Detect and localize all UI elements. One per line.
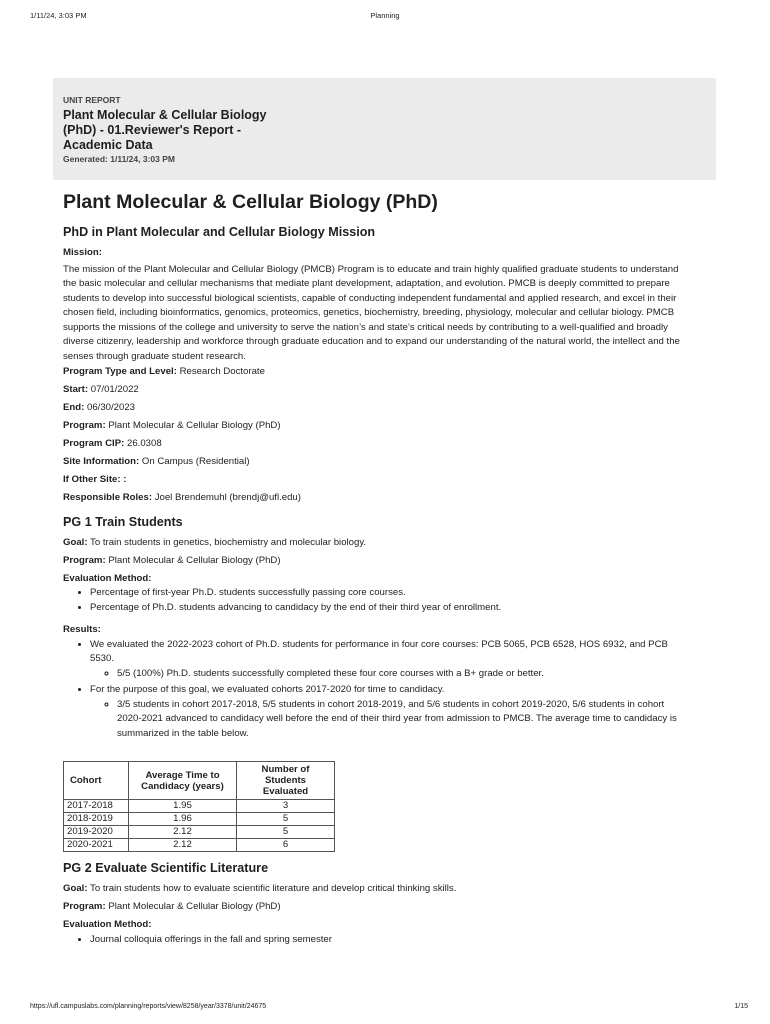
- table-cell: 1.96: [129, 813, 237, 826]
- table-cell: 5: [237, 826, 335, 839]
- goal-text: To train students in genetics, biochemistry and molecular biology.: [90, 536, 367, 548]
- table-cell: 1.95: [129, 800, 237, 813]
- report-content: [63, 190, 688, 949]
- result-text: For the purpose of this goal, we evaluated cohorts 2017-2020 for time to candidacy.: [90, 684, 445, 695]
- result-subitem: ◦ 3/5 students in cohort 2017-2018, 5/5 students in cohort 2018-2019, and 5/6 students in cohort 2019-2020, 5/6 students in cohort 2020-2021 advanced to candidacy well before the end of their third year from admission to PMCB. The average time to candidacy is summarized in the table below.: [117, 698, 688, 742]
- candidacy-table: [63, 761, 335, 852]
- result-subitem: ◦ 5/5 (100%) Ph.D. students successfully completed these four core courses with a B+ grade or better.: [117, 667, 688, 682]
- field-value: On Campus (Residential): [141, 456, 250, 467]
- pg2-heading: PG 2 Evaluate Scientific Literature: [63, 861, 269, 875]
- table-cell: 2.12: [129, 826, 237, 839]
- field-value: 26.0308: [126, 438, 162, 449]
- table-cell: 2019-2020: [64, 826, 129, 839]
- field-end: [63, 401, 688, 416]
- mission-text: The mission of the Plant Molecular and Cellular Biology (PMCB) Program is to educate and train highly qualified graduate students to understand the basic molecular and cellular mechanisms that mediate plant development, adaptation, and evolution. PMCB is deeply committed to prepare students to develop into successful biological scientists, capable of conducting independent fundamental and applied research, and excel in their chosen field, including bioinformatics, genomics, proteomics, genetics, biochemistry, breeding, physiology, molecular and cellular biology. PMCB supports the missions of the college and university to serve the nation’s and state’s critical needs by contributing to a well-qualified and broadly diverse citizenry, leadership and workforce through graduate education and to expand our understanding of the natural world, the intellect and the senses through graduate student research.: [63, 263, 680, 362]
- list-item: • Journal colloquia offerings in the fall and spring semester: [90, 933, 688, 948]
- table-cell: 2020-2021: [64, 839, 129, 852]
- print-datetime: 1/11/24, 3:03 PM: [30, 11, 87, 20]
- table-cell: 5: [237, 813, 335, 826]
- table-row: [64, 839, 335, 852]
- pg2-section: [63, 860, 688, 947]
- mission-label: Mission:: [63, 247, 102, 258]
- evaluation-method-label: Evaluation Method:: [63, 919, 152, 930]
- field-label: Program Type and Level:: [63, 366, 177, 377]
- table-cell: 2.12: [129, 839, 237, 852]
- table-row: [64, 813, 335, 826]
- column-header: Average Time to Candidacy (years): [129, 762, 237, 800]
- table-header-row: [64, 762, 335, 800]
- table-row: [64, 826, 335, 839]
- evaluation-method-label: Evaluation Method:: [63, 572, 152, 584]
- field-value: Plant Molecular & Cellular Biology (PhD): [108, 420, 281, 431]
- pg2-program: [63, 900, 688, 915]
- generated-timestamp: Generated: 1/11/24, 3:03 PM: [63, 154, 175, 164]
- result-item: [90, 683, 688, 741]
- field-label: Site Information:: [63, 456, 140, 467]
- report-banner: [53, 78, 716, 180]
- column-header: Cohort: [64, 762, 129, 800]
- field-label: Program CIP:: [63, 438, 125, 449]
- field-value: 06/30/2023: [87, 402, 136, 413]
- field-program: [63, 419, 688, 434]
- page-url: https://ufl.campuslabs.com/planning/reports/view/8258/year/3378/unit/24675: [30, 1003, 267, 1010]
- page-number: 1/15: [734, 1003, 748, 1010]
- page-title: Plant Molecular & Cellular Biology (PhD): [63, 191, 438, 213]
- goal-label: Goal:: [63, 883, 88, 894]
- field-label: Program:: [63, 420, 106, 431]
- field-value: Joel Brendemuhl (brendj@ufl.edu): [154, 492, 301, 503]
- report-kicker: UNIT REPORT: [63, 95, 121, 105]
- table-row: [64, 800, 335, 813]
- mission-section: [63, 224, 688, 506]
- evaluation-method-list: [63, 586, 688, 615]
- table-cell: 6: [237, 839, 335, 852]
- table-cell: 3: [237, 800, 335, 813]
- field-responsible-roles: [63, 491, 688, 506]
- program-text: Plant Molecular & Cellular Biology (PhD): [108, 554, 281, 566]
- results-list: [63, 638, 688, 742]
- field-value: Research Doctorate: [179, 366, 265, 377]
- program-label: Program:: [63, 554, 106, 566]
- field-label: Start:: [63, 384, 89, 395]
- print-title: Planning: [370, 11, 400, 20]
- field-other-site: [63, 473, 688, 488]
- field-start: [63, 383, 688, 398]
- result-sublist: [90, 667, 688, 682]
- list-item: • Percentage of first-year Ph.D. students successfully passing core courses.: [90, 586, 688, 601]
- pg1-section: [63, 514, 688, 853]
- result-sublist: [90, 698, 688, 742]
- program-text: Plant Molecular & Cellular Biology (PhD): [108, 901, 281, 912]
- table-cell: 2018-2019: [64, 813, 129, 826]
- pg1-goal: [63, 536, 688, 551]
- result-text: We evaluated the 2022-2023 cohort of Ph.D. students for performance in four core courses: PCB 5065, PCB 6528, HOS 6932, and PCB 5530.: [90, 638, 668, 664]
- table-cell: 2017-2018: [64, 800, 129, 813]
- pg2-goal: [63, 882, 688, 897]
- field-label: End:: [63, 402, 85, 413]
- column-header: Number of Students Evaluated: [237, 762, 335, 800]
- goal-label: Goal:: [63, 536, 88, 548]
- field-value: :: [123, 474, 127, 485]
- field-site-information: [63, 455, 688, 470]
- field-program-cip: [63, 437, 688, 452]
- result-item: [90, 638, 688, 682]
- evaluation-method-list: [63, 933, 688, 948]
- pg1-heading: PG 1 Train Students: [63, 514, 183, 529]
- mission-heading: PhD in Plant Molecular and Cellular Biology Mission: [63, 225, 376, 239]
- field-label: If Other Site:: [63, 474, 121, 485]
- field-value: 07/01/2022: [90, 384, 139, 395]
- program-label: Program:: [63, 901, 106, 912]
- pg1-program: [63, 554, 688, 569]
- field-program-type: [63, 365, 688, 380]
- goal-text: To train students how to evaluate scientific literature and develop critical thinking skills.: [90, 883, 457, 894]
- results-label: Results:: [63, 624, 101, 635]
- list-item: • Percentage of Ph.D. students advancing to candidacy by the end of their third year of enrollment.: [90, 601, 688, 616]
- report-title: Plant Molecular & Cellular Biology (PhD) - 01.Reviewer's Report - Academic Data: [63, 108, 267, 152]
- field-label: Responsible Roles:: [63, 492, 153, 503]
